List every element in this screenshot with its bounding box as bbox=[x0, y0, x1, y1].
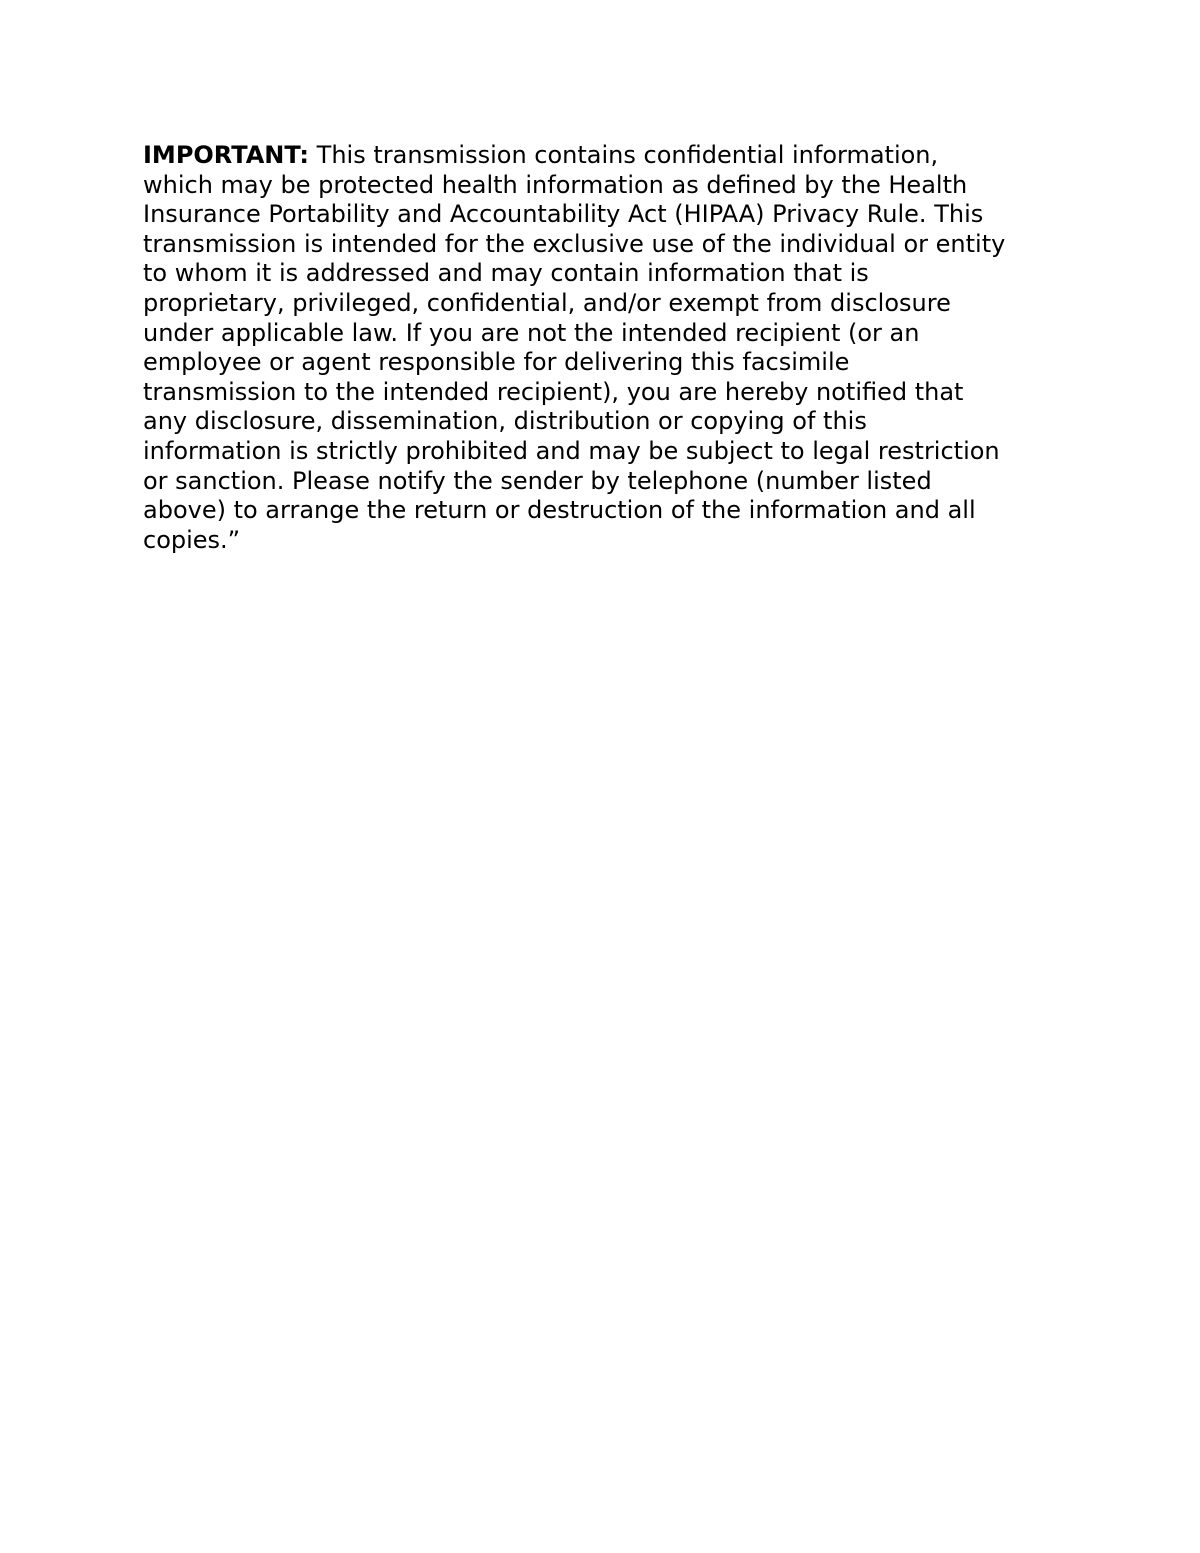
notice-line-11: information is strictly prohibited and may be subject to legal restriction bbox=[143, 436, 1000, 465]
notice-line-text: This transmission contains confidential information, bbox=[309, 141, 939, 169]
notice-line-7: under applicable law. If you are not the intended recipient (or an bbox=[143, 318, 920, 347]
notice-line-10: any disclosure, dissemination, distribution or copying of this bbox=[143, 407, 867, 436]
notice-line-4: transmission is intended for the exclusive use of the individual or entity bbox=[143, 229, 1006, 258]
notice-line-14: copies.” bbox=[143, 525, 241, 554]
notice-line-2: which may be protected health information as defined by the Health bbox=[143, 170, 968, 199]
notice-line-12: or sanction. Please notify the sender by telephone (number listed bbox=[143, 466, 932, 495]
confidentiality-notice bbox=[143, 141, 1073, 555]
notice-line-8: employee or agent responsible for delivering this facsimile bbox=[143, 348, 850, 377]
notice-line-6: proprietary, privileged, confidential, and/or exempt from disclosure bbox=[143, 288, 951, 317]
notice-line-3: Insurance Portability and Accountability Act (HIPAA) Privacy Rule. This bbox=[143, 200, 984, 229]
important-label: IMPORTANT: bbox=[143, 141, 310, 169]
notice-line-13: above) to arrange the return or destruction of the information and all bbox=[143, 496, 976, 525]
notice-line-1 bbox=[143, 141, 1073, 171]
notice-line-5: to whom it is addressed and may contain information that is bbox=[143, 259, 869, 288]
notice-line-9: transmission to the intended recipient), you are hereby notified that bbox=[143, 377, 964, 406]
